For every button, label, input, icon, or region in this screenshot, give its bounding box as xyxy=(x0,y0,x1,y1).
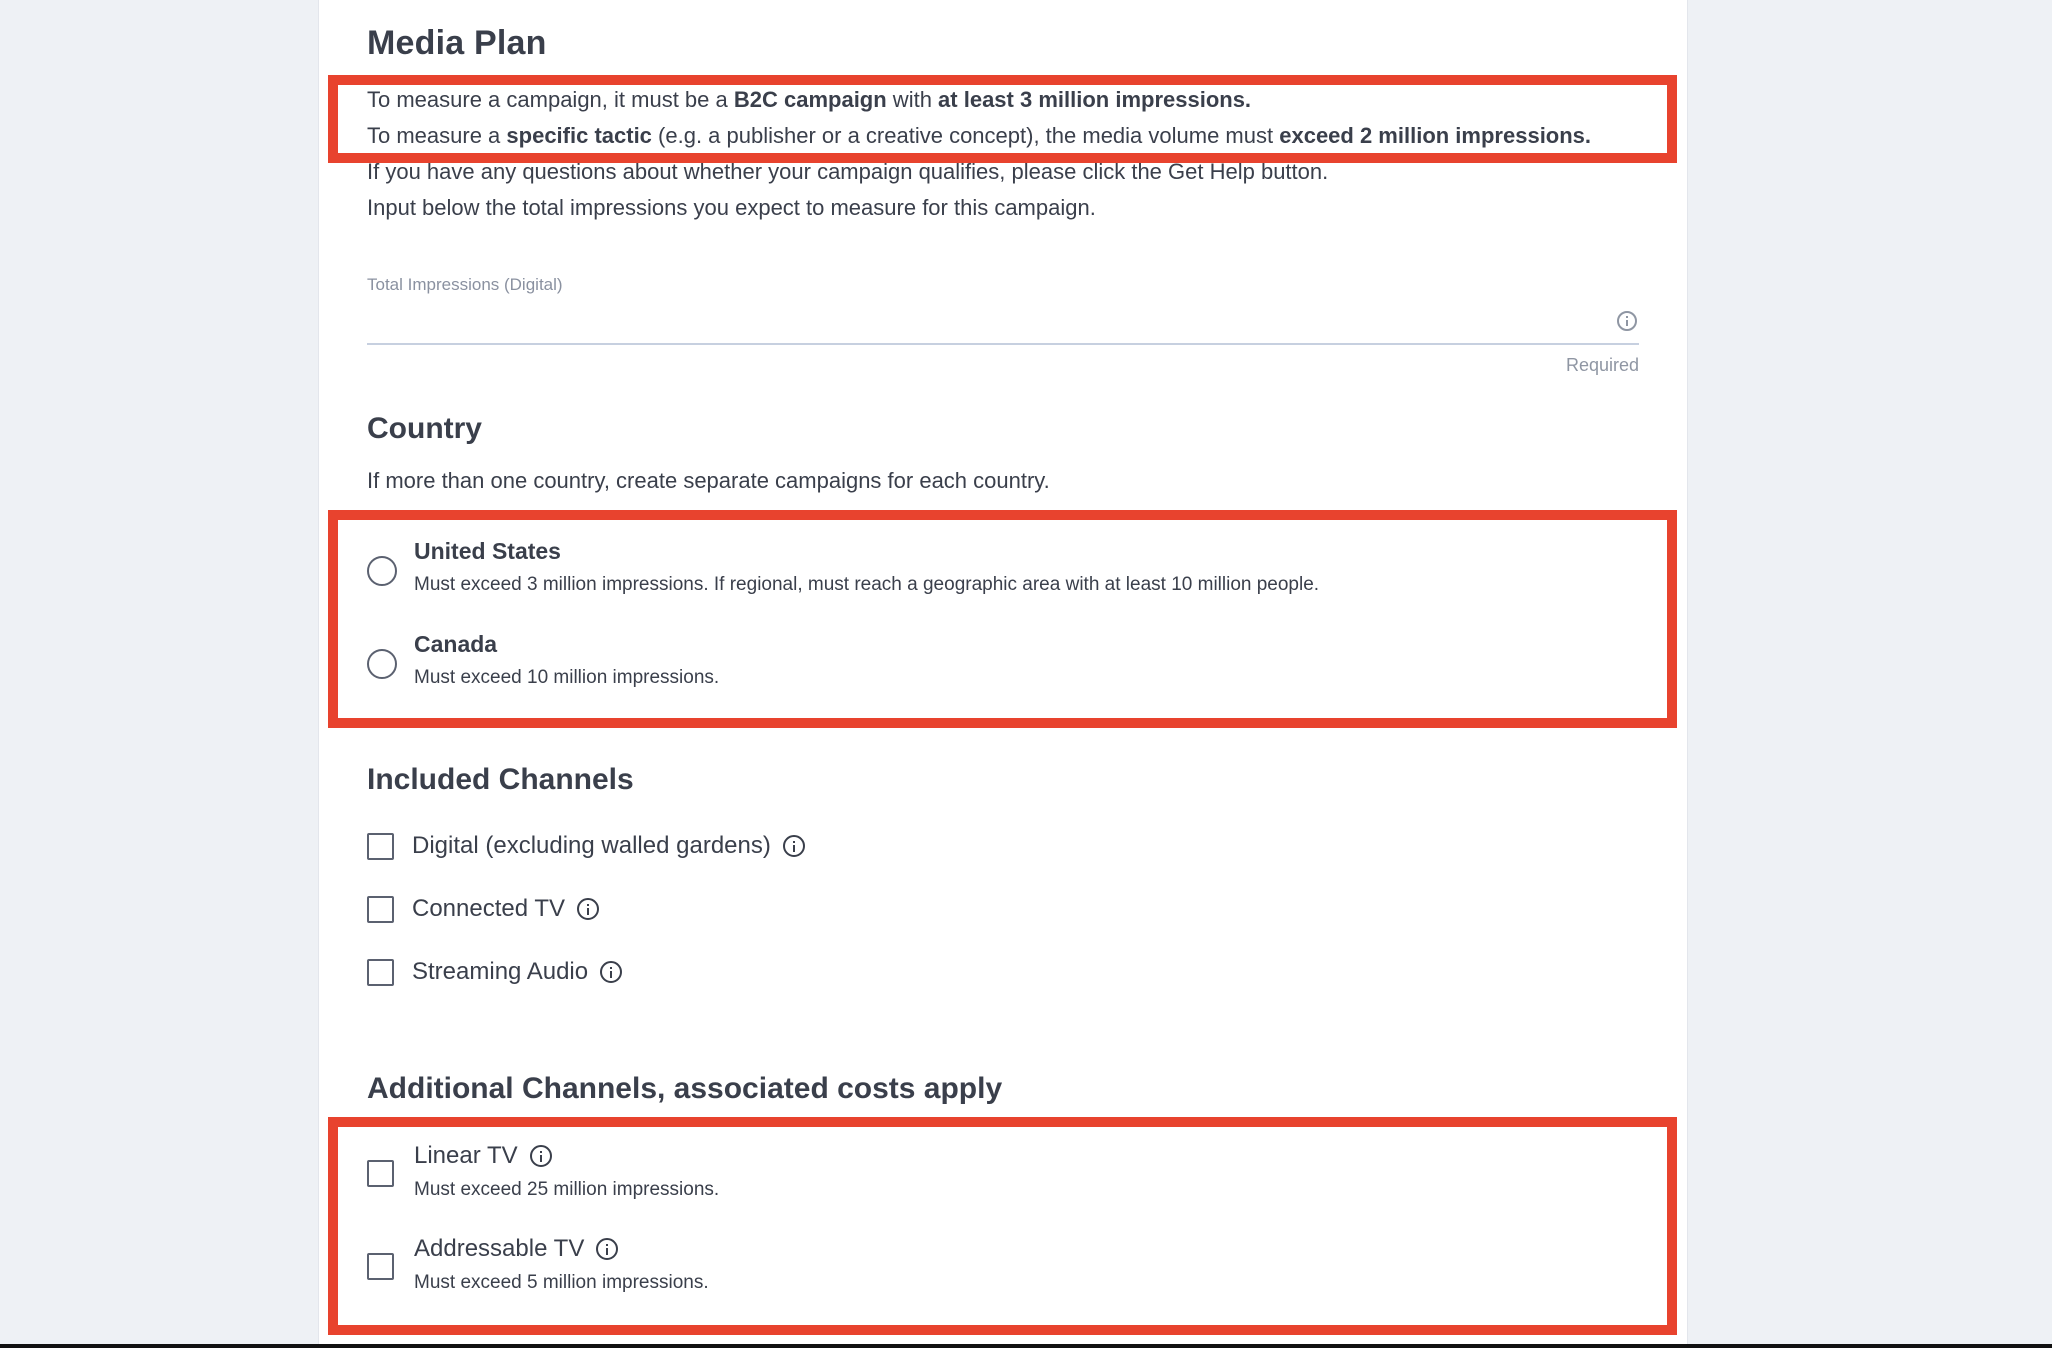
info-icon[interactable] xyxy=(577,898,599,920)
bold-text: specific tactic xyxy=(506,123,652,148)
country-desc: Must exceed 10 million impressions. xyxy=(414,667,720,688)
info-icon[interactable] xyxy=(783,835,805,857)
highlight-box-requirements xyxy=(328,75,1677,163)
country-desc: Must exceed 3 million impressions. If regional, must reach a geographic area with at least 10 million people. xyxy=(414,574,1320,595)
required-helper: Required xyxy=(1565,355,1639,375)
channel-label: Addressable TV xyxy=(414,1235,585,1262)
included-channels-title: Included Channels xyxy=(367,763,634,796)
info-icon[interactable] xyxy=(600,961,622,983)
text: with xyxy=(886,87,939,112)
highlight-box-country xyxy=(328,510,1677,728)
bold-text: B2C campaign xyxy=(733,87,887,112)
channel-label: Streaming Audio xyxy=(412,958,589,985)
highlight-box-additional-channels xyxy=(328,1117,1677,1335)
bold-text: at least 3 million impressions. xyxy=(938,87,1252,112)
checkbox-connected-tv[interactable] xyxy=(367,896,394,923)
channel-desc: Must exceed 5 million impressions. xyxy=(414,1272,709,1293)
channel-label: Linear TV xyxy=(414,1142,518,1169)
additional-channels-title: Additional Channels, associated costs apply xyxy=(367,1072,1003,1105)
country-description: If more than one country, create separate campaigns for each country. xyxy=(367,468,1050,493)
impressions-field-label: Total Impressions (Digital) xyxy=(367,275,563,294)
channel-streaming-audio[interactable] xyxy=(367,958,622,986)
checkbox-digital[interactable] xyxy=(367,833,394,860)
info-icon[interactable] xyxy=(1617,311,1637,331)
channel-label: Digital (excluding walled gardens) xyxy=(412,832,771,859)
country-label: United States xyxy=(414,538,561,564)
text: To measure a xyxy=(367,123,507,148)
channel-label: Connected TV xyxy=(412,895,565,922)
bottom-edge xyxy=(0,1344,2052,1348)
checkbox-streaming-audio[interactable] xyxy=(367,959,394,986)
channel-desc: Must exceed 25 million impressions. xyxy=(414,1179,720,1200)
impressions-underline xyxy=(367,343,1639,345)
channel-digital[interactable] xyxy=(367,832,805,860)
bold-text: exceed 2 million impressions. xyxy=(1279,123,1592,148)
help-text: If you have any questions about whether your campaign qualifies, please click the Get Help button. xyxy=(367,159,1329,184)
impressions-input[interactable] xyxy=(367,300,1639,344)
instruction-text: Input below the total impressions you expect to measure for this campaign. xyxy=(367,195,1096,220)
media-plan-title: Media Plan xyxy=(367,24,547,62)
country-title: Country xyxy=(367,412,482,445)
country-label: Canada xyxy=(414,631,498,657)
text: To measure a campaign, it must be a xyxy=(367,87,734,112)
text: (e.g. a publisher or a creative concept), the media volume must xyxy=(651,123,1280,148)
channel-connected-tv[interactable] xyxy=(367,895,599,923)
